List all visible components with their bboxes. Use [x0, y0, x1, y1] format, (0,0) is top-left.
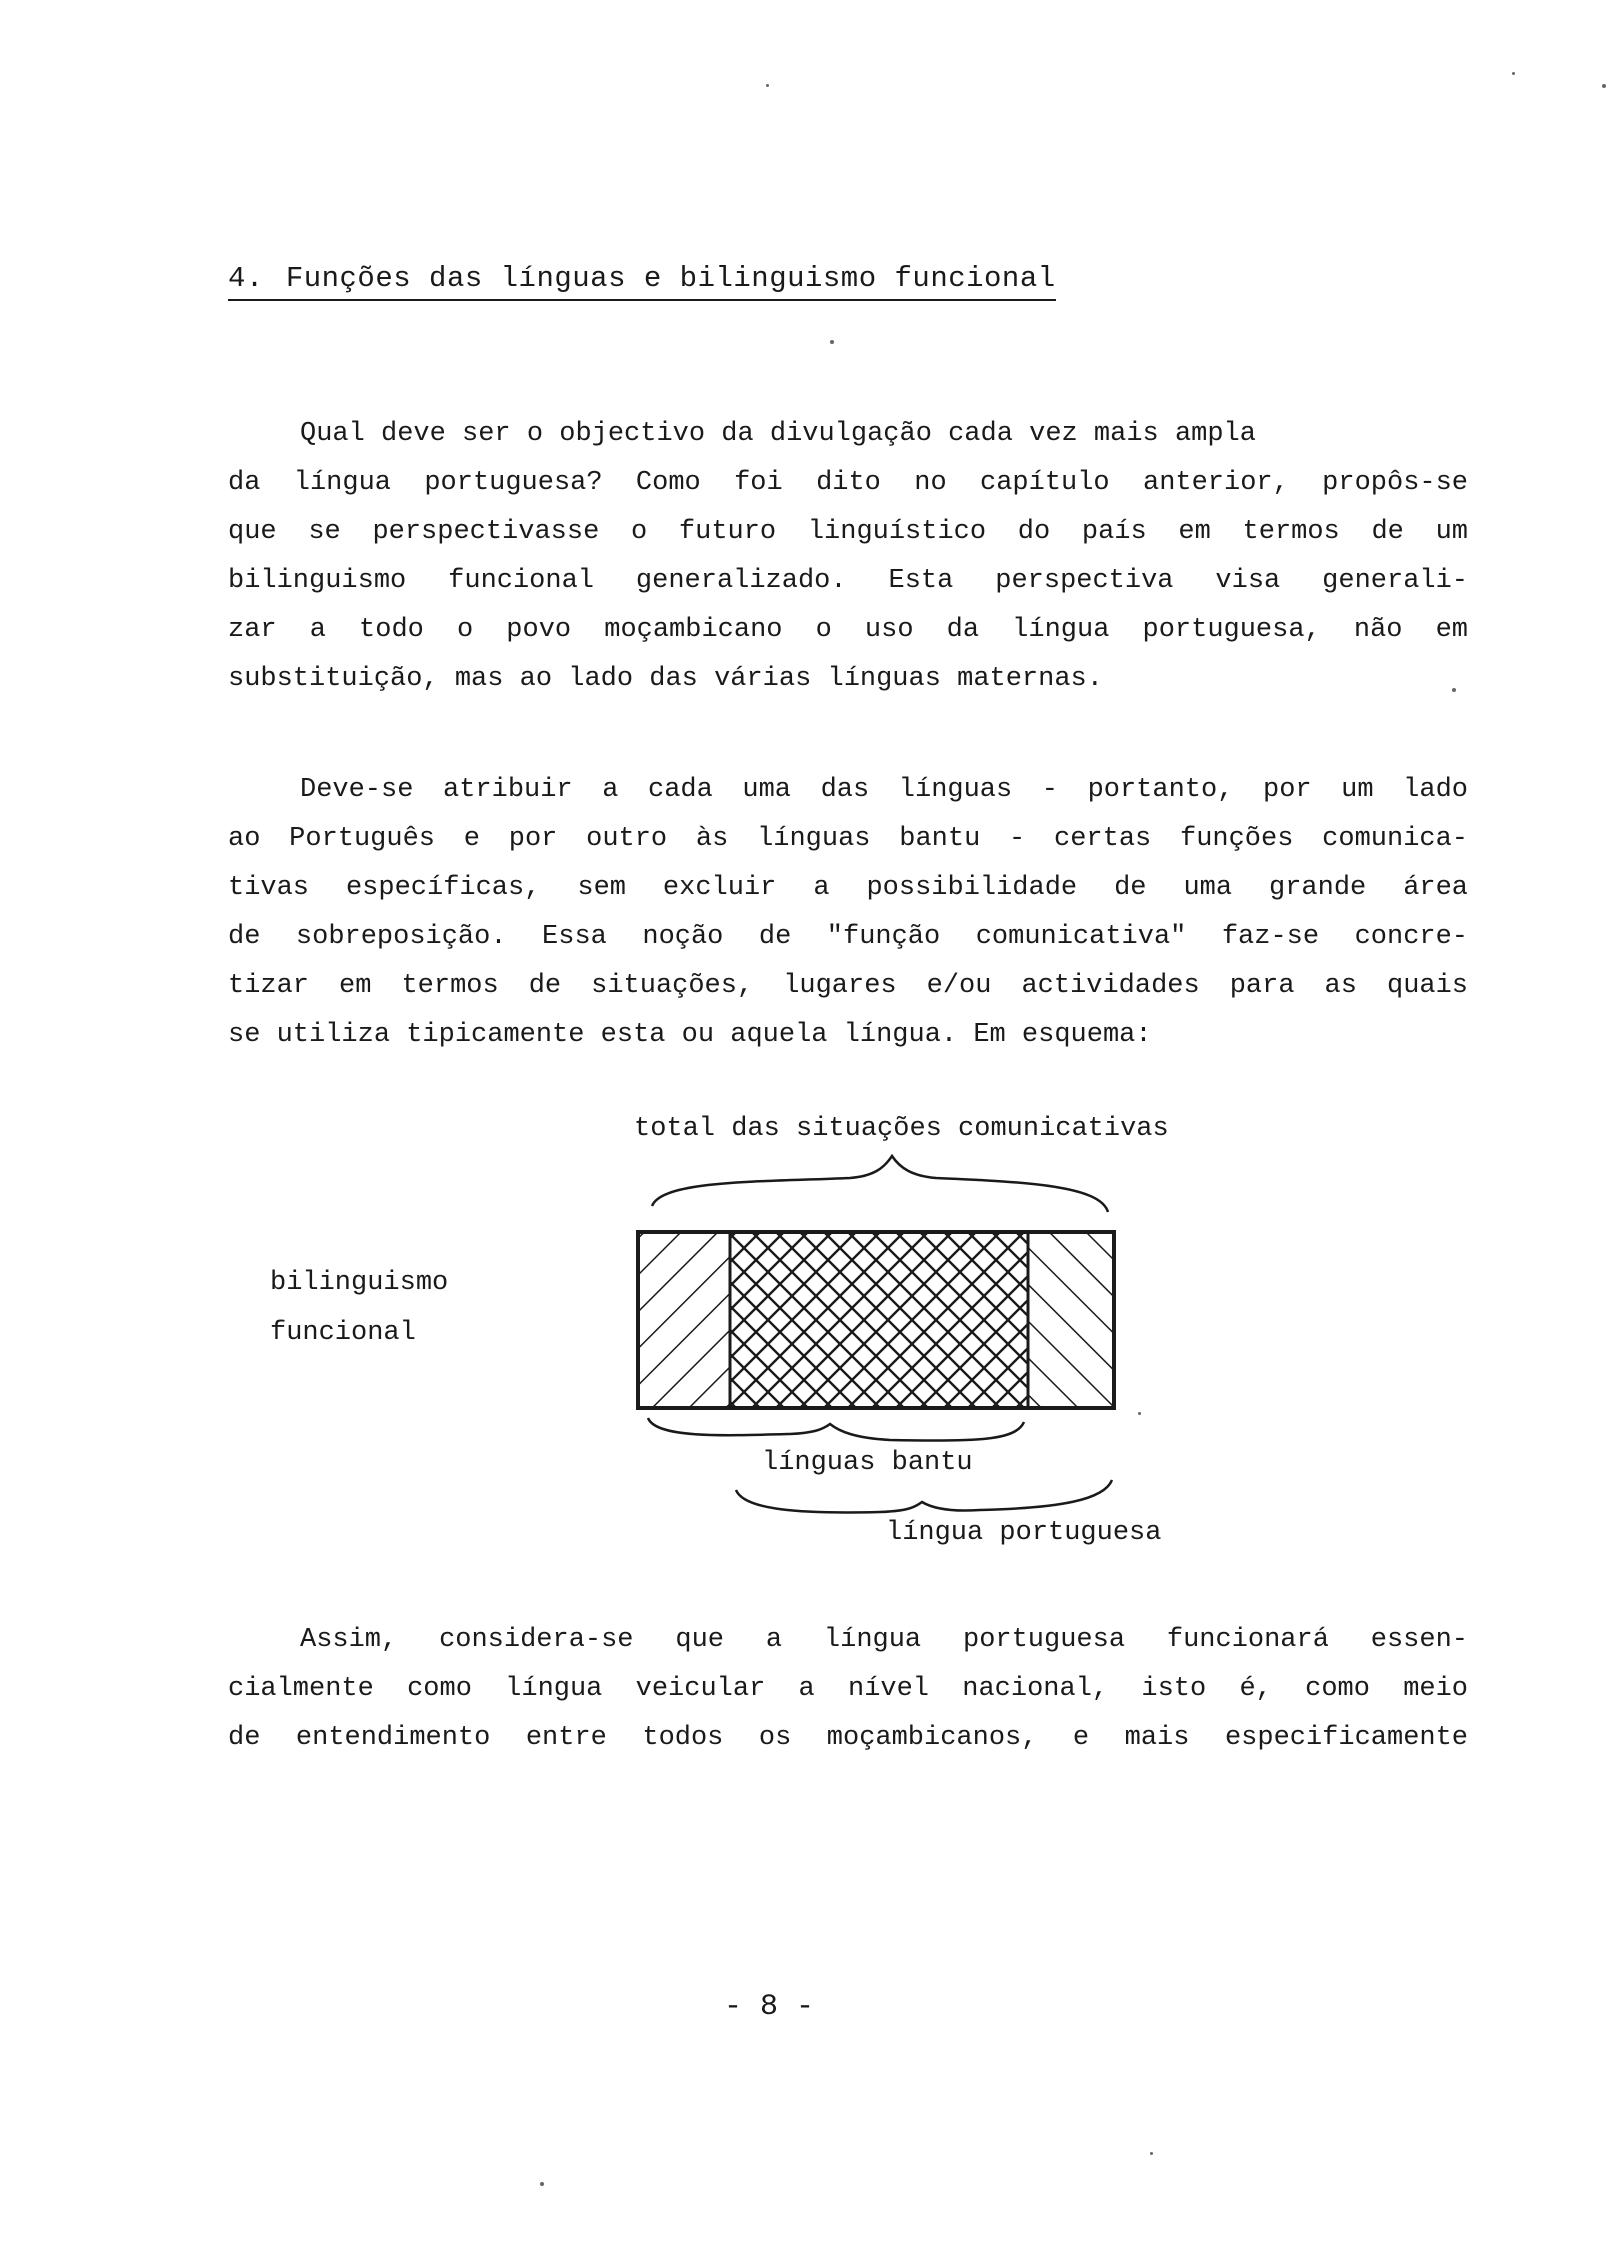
bilingualism-label-line1: bilinguismo: [270, 1268, 449, 1298]
bilingualism-label-line2: funcional: [270, 1318, 416, 1348]
text-line: tivas específicas, sem excluir a possibilidade de uma grande área: [228, 873, 1468, 903]
text-line: bilinguismo funcional generalizado. Esta perspectiva visa generali-: [228, 566, 1468, 596]
scan-speck: [766, 84, 769, 87]
portuguese-language-label: língua portuguesa: [886, 1518, 1162, 1548]
scan-speck: [1512, 72, 1515, 75]
portuguese-only-region: [1028, 1232, 1114, 1408]
text-line: substituição, mas ao lado das várias línguas maternas.: [228, 664, 1103, 694]
portuguese-brace: [736, 1480, 1112, 1512]
text-line: da língua portuguesa? Como foi dito no capítulo anterior, propôs-se: [228, 468, 1468, 498]
scan-speck: [540, 2182, 544, 2186]
text-line: Qual deve ser o objectivo da divulgação cada vez mais ampla: [300, 419, 1256, 449]
overlap-region: [730, 1232, 1028, 1408]
text-line: de sobreposição. Essa noção de "função comunicativa" faz-se concre-: [228, 922, 1468, 952]
scan-speck: [1602, 84, 1606, 88]
top-brace: [652, 1156, 1108, 1212]
scan-speck: [830, 340, 834, 344]
text-line: tizar em termos de situações, lugares e/ou actividades para as quais: [228, 971, 1468, 1001]
page-number: - 8 -: [724, 1990, 815, 2024]
bantu-languages-label: línguas bantu: [762, 1448, 973, 1478]
total-situations-label: total das situações comunicativas: [634, 1114, 1169, 1144]
section-number: 4.: [228, 262, 264, 295]
bantu-only-region: [638, 1232, 730, 1408]
scan-speck: [1452, 688, 1456, 692]
scan-speck: [1138, 1412, 1141, 1415]
bantu-brace: [648, 1418, 1024, 1441]
scan-speck: [1150, 2152, 1153, 2155]
section-title: Funções das línguas e bilinguismo funcional: [285, 262, 1056, 295]
text-line: ao Português e por outro às línguas bantu - certas funções comunica-: [228, 824, 1468, 854]
text-line: se utiliza tipicamente esta ou aquela língua. Em esquema:: [228, 1020, 1152, 1050]
text-line: cialmente como língua veicular a nível nacional, isto é, como meio: [228, 1674, 1468, 1704]
text-line: que se perspectivasse o futuro linguístico do país em termos de um: [228, 517, 1468, 547]
text-line: de entendimento entre todos os moçambicanos, e mais especificamente: [228, 1723, 1468, 1753]
text-line: Deve-se atribuir a cada uma das línguas - portanto, por um lado: [300, 775, 1468, 805]
text-line: zar a todo o povo moçambicano o uso da língua portuguesa, não em: [228, 615, 1468, 645]
text-line: Assim, considera-se que a língua portuguesa funcionará essen-: [300, 1625, 1468, 1655]
paragraph-3: [228, 1616, 1468, 1763]
